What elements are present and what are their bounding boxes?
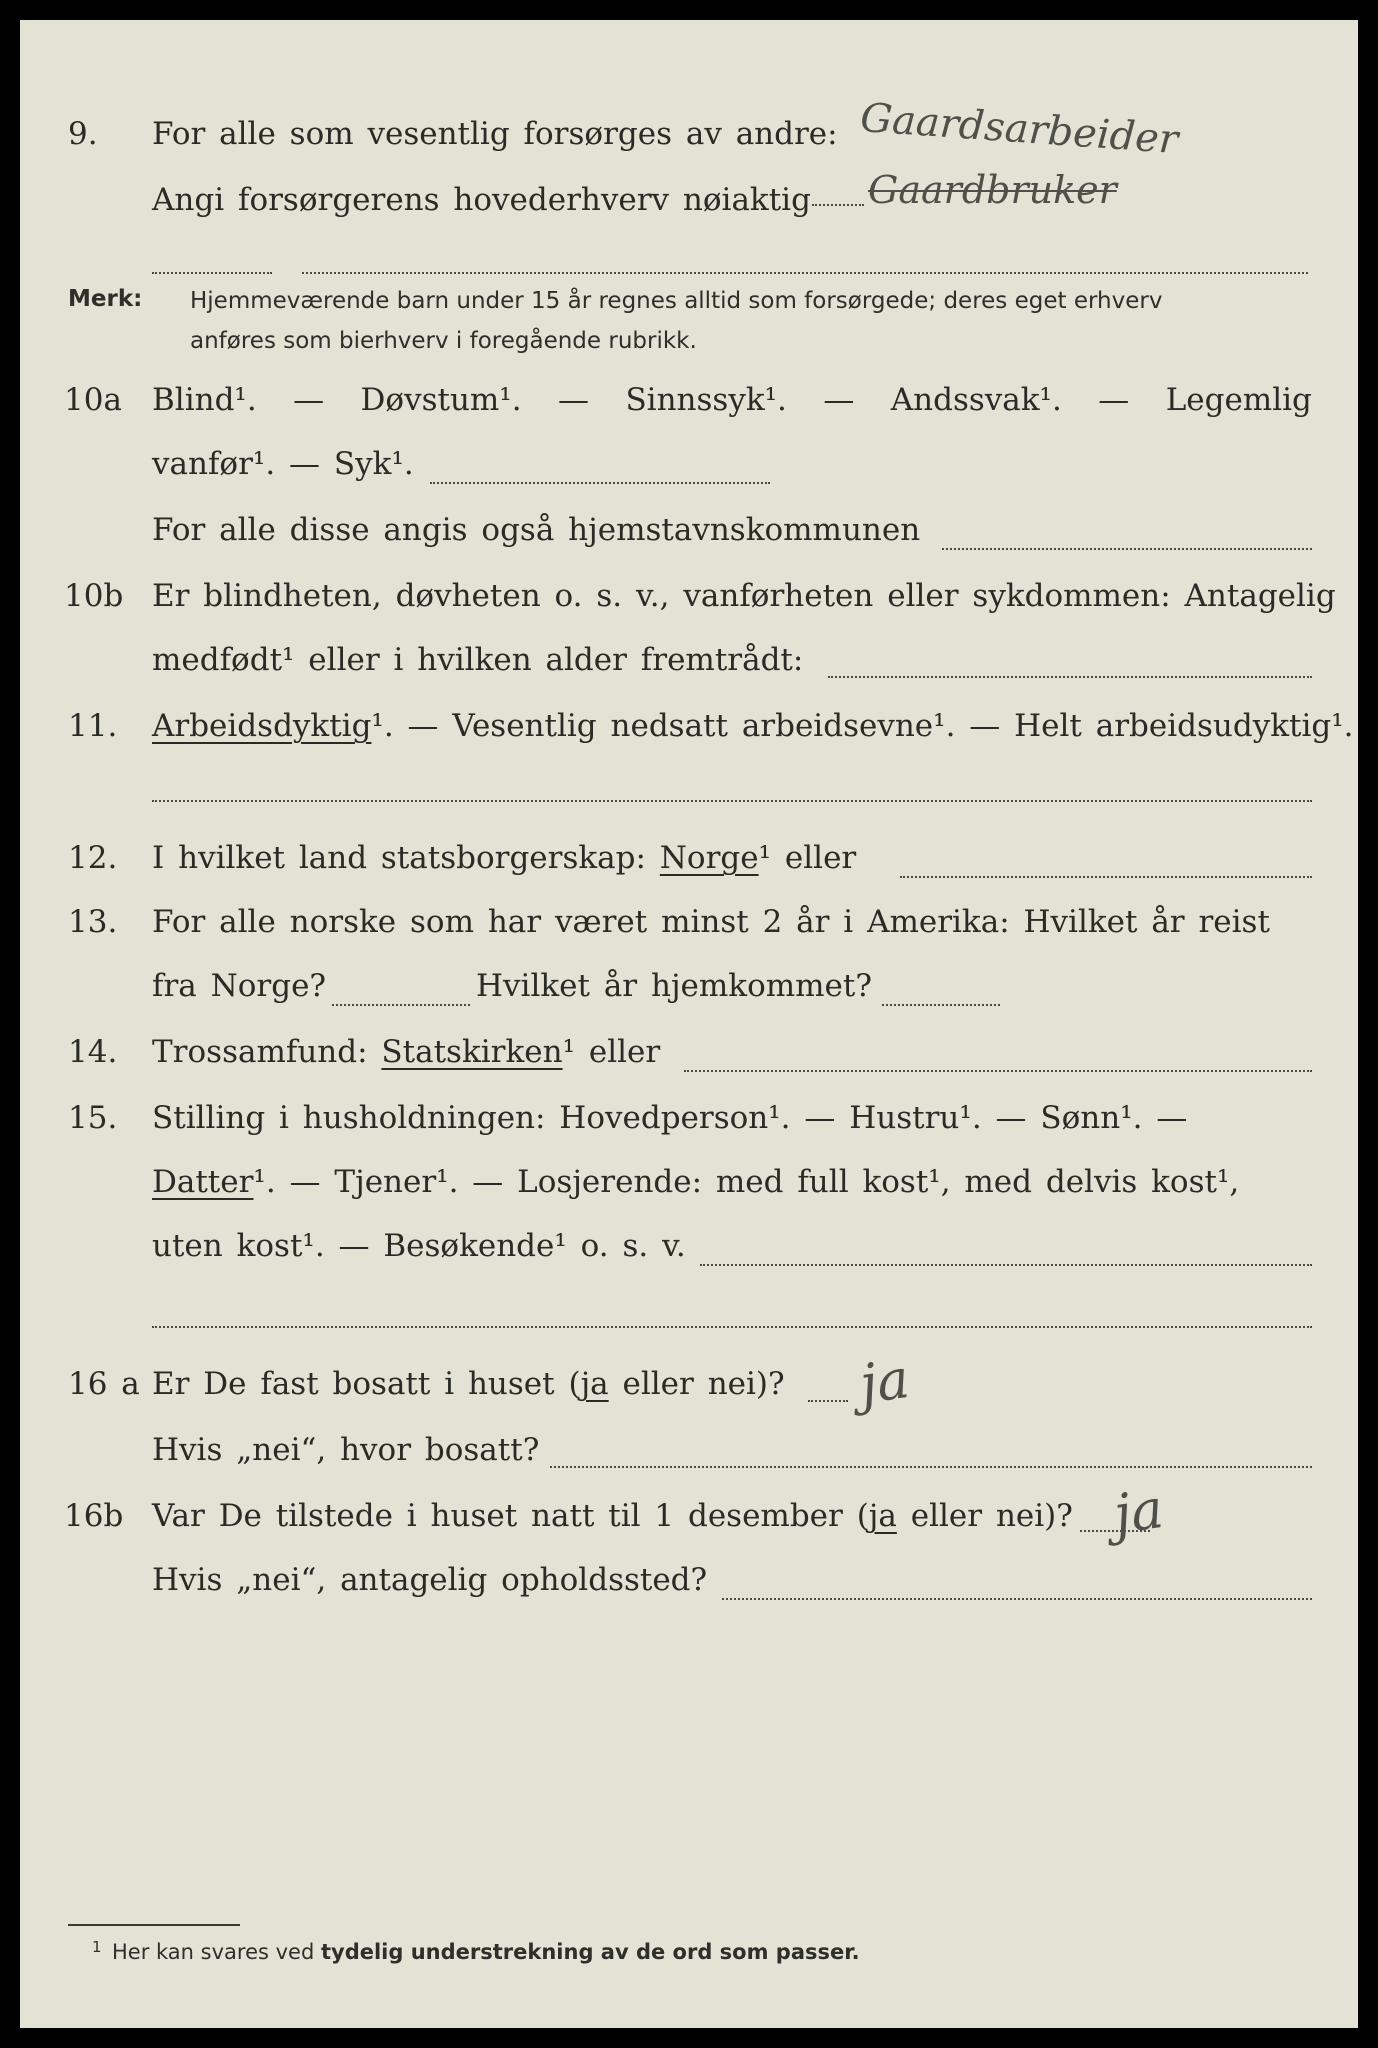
q12-underlined-answer: Norge: [659, 840, 759, 876]
footnote-text: Her kan svares ved: [112, 1940, 315, 1964]
q9-blank-line-a: [152, 272, 272, 274]
q10a-line3: [20, 500, 1358, 560]
q10a-word: —: [558, 382, 590, 418]
q16b-underlined-answer: ja: [868, 1498, 897, 1534]
q9-line2: [20, 170, 1358, 230]
footnote-mark: 1: [92, 1938, 102, 1956]
q10b-number: 10b: [64, 578, 124, 614]
q15-line3: [20, 1216, 1358, 1276]
q11-line: [20, 696, 1358, 756]
q9-number: 9.: [68, 116, 98, 152]
q16a-text-before: Er De fast bosatt i huset (: [152, 1366, 581, 1402]
q16a-number: 16 a: [68, 1366, 140, 1402]
q9-text-line1: For alle som vesentlig forsørges av andre:: [152, 116, 838, 152]
q9-text-line2: Angi forsørgerens hovederhverv nøiaktig: [152, 182, 811, 218]
q16a-line1: [20, 1354, 1358, 1414]
q16a-text-after: eller nei)?: [608, 1366, 785, 1402]
q10a-word: Legemlig: [1165, 382, 1312, 418]
q10a-word: Blind¹.: [152, 382, 257, 418]
q15-line2: [20, 1152, 1358, 1212]
census-form-page: [20, 20, 1358, 2028]
footnote-text-bold: tydelig understrekning av de ord som passer.: [320, 1940, 860, 1964]
q13-reist-fill: [332, 1004, 470, 1006]
q13-line1: [20, 892, 1358, 952]
q14-underlined-answer: Statskirken: [381, 1034, 563, 1070]
q16b-text-line2: Hvis „nei“, antagelig opholdssted?: [152, 1562, 708, 1598]
q12-fill: [900, 876, 1312, 878]
q14-number: 14.: [68, 1034, 118, 1070]
q16b-text-after: eller nei)?: [896, 1498, 1073, 1534]
q16b-number: 16b: [64, 1498, 124, 1534]
q13-text-line1: For alle norske som har været minst 2 år i Amerika: Hvilket år reist: [152, 904, 1270, 940]
q11-text-rest: ¹. — Vesentlig nedsatt arbeidsevne¹. — Helt arbeidsudyktig¹.: [371, 708, 1354, 744]
q10a-line2: [20, 434, 1358, 494]
q10a-kommune-fill: [942, 548, 1312, 550]
q15-number: 15.: [68, 1100, 118, 1136]
q9-dotted-fill: [812, 204, 864, 206]
q14-fill: [684, 1070, 1312, 1072]
q16a-fill: [808, 1400, 848, 1402]
q15-blank-line: [152, 1326, 1312, 1328]
q12-line: [20, 828, 1358, 888]
q10b-line2: [20, 630, 1358, 690]
q16b-text-before: Var De tilstede i huset natt til 1 desember (: [152, 1498, 869, 1534]
q9-handwritten-answer-top: Gaardsarbeider: [858, 94, 1180, 164]
q15-text-line3: uten kost¹. — Besøkende¹ o. s. v.: [152, 1228, 686, 1264]
q14-text-before: Trossamfund:: [152, 1034, 368, 1070]
q10a-number: 10a: [64, 382, 122, 418]
merk-text-line1: Hjemmeværende barn under 15 år regnes alltid som forsørgede; deres eget erhverv: [190, 288, 1163, 314]
q10b-text-line1: Er blindheten, døvheten o. s. v., vanførheten eller sykdommen: Antagelig: [152, 578, 1336, 614]
q10b-text-line2: medfødt¹ eller i hvilken alder fremtrådt:: [152, 642, 804, 678]
q15-text-line2-rest: ¹. — Tjener¹. — Losjerende: med full kost¹, med delvis kost¹,: [253, 1164, 1240, 1200]
footnote-rule: [68, 1924, 240, 1926]
q15-fill: [700, 1264, 1312, 1266]
q13-text-line2b: Hvilket år hjemkommet?: [476, 968, 872, 1004]
q16a-handwritten-answer: ja: [855, 1346, 914, 1417]
q12-text-after: ¹ eller: [758, 840, 857, 876]
q12-number: 12.: [68, 840, 118, 876]
q10a-word: Døvstum¹.: [360, 382, 522, 418]
q10a-word: —: [293, 382, 325, 418]
q16b-opholdssted-fill: [722, 1598, 1312, 1600]
q16a-bosatt-fill: [550, 1466, 1312, 1468]
q11-blank-line: [152, 800, 1312, 802]
q16a-line2: [20, 1420, 1358, 1480]
footnote: [92, 1938, 860, 1964]
q15-line1: [20, 1088, 1358, 1148]
q11-underlined-answer: Arbeidsdyktig: [152, 708, 372, 744]
q13-text-line2a: fra Norge?: [152, 968, 327, 1004]
q13-number: 13.: [68, 904, 118, 940]
q10b-fill: [828, 676, 1312, 678]
q9-handwritten-answer-bottom: Gaardbruker: [868, 168, 1117, 212]
q16a-text-line2: Hvis „nei“, hvor bosatt?: [152, 1432, 540, 1468]
q16b-line2: [20, 1550, 1358, 1610]
q10a-word: —: [823, 382, 855, 418]
q14-line: [20, 1022, 1358, 1082]
q10a-word: Sinnssyk¹.: [625, 382, 787, 418]
q9-blank-line-b: [302, 272, 1308, 274]
q12-text-before: I hvilket land statsborgerskap:: [152, 840, 646, 876]
q13-line2: [20, 956, 1358, 1016]
q10a-line1: [20, 370, 1358, 430]
q14-text-after: ¹ eller: [562, 1034, 661, 1070]
q10a-options: [152, 370, 1312, 430]
q11-number: 11.: [68, 708, 118, 744]
q13-hjemkommet-fill: [882, 1004, 1000, 1006]
q10a-word: —: [1098, 382, 1130, 418]
q10a-text-line2: vanfør¹. — Syk¹.: [152, 446, 414, 482]
q15-text-line1: Stilling i husholdningen: Hovedperson¹. — Hustru¹. — Sønn¹. —: [152, 1100, 1188, 1136]
q10a-text-line3: For alle disse angis også hjemstavnskommunen: [152, 512, 921, 548]
merk-text-line2: anføres som bierhverv i foregående rubrikk.: [190, 328, 697, 354]
q10a-syk-fill: [430, 482, 770, 484]
q15-underlined-answer: Datter: [152, 1164, 254, 1200]
merk-label: Merk:: [68, 286, 143, 312]
q16a-underlined-answer: ja: [580, 1366, 609, 1402]
q10b-line1: [20, 566, 1358, 626]
q16b-handwritten-answer: ja: [1109, 1476, 1168, 1547]
q10a-word: Andssvak¹.: [890, 382, 1062, 418]
